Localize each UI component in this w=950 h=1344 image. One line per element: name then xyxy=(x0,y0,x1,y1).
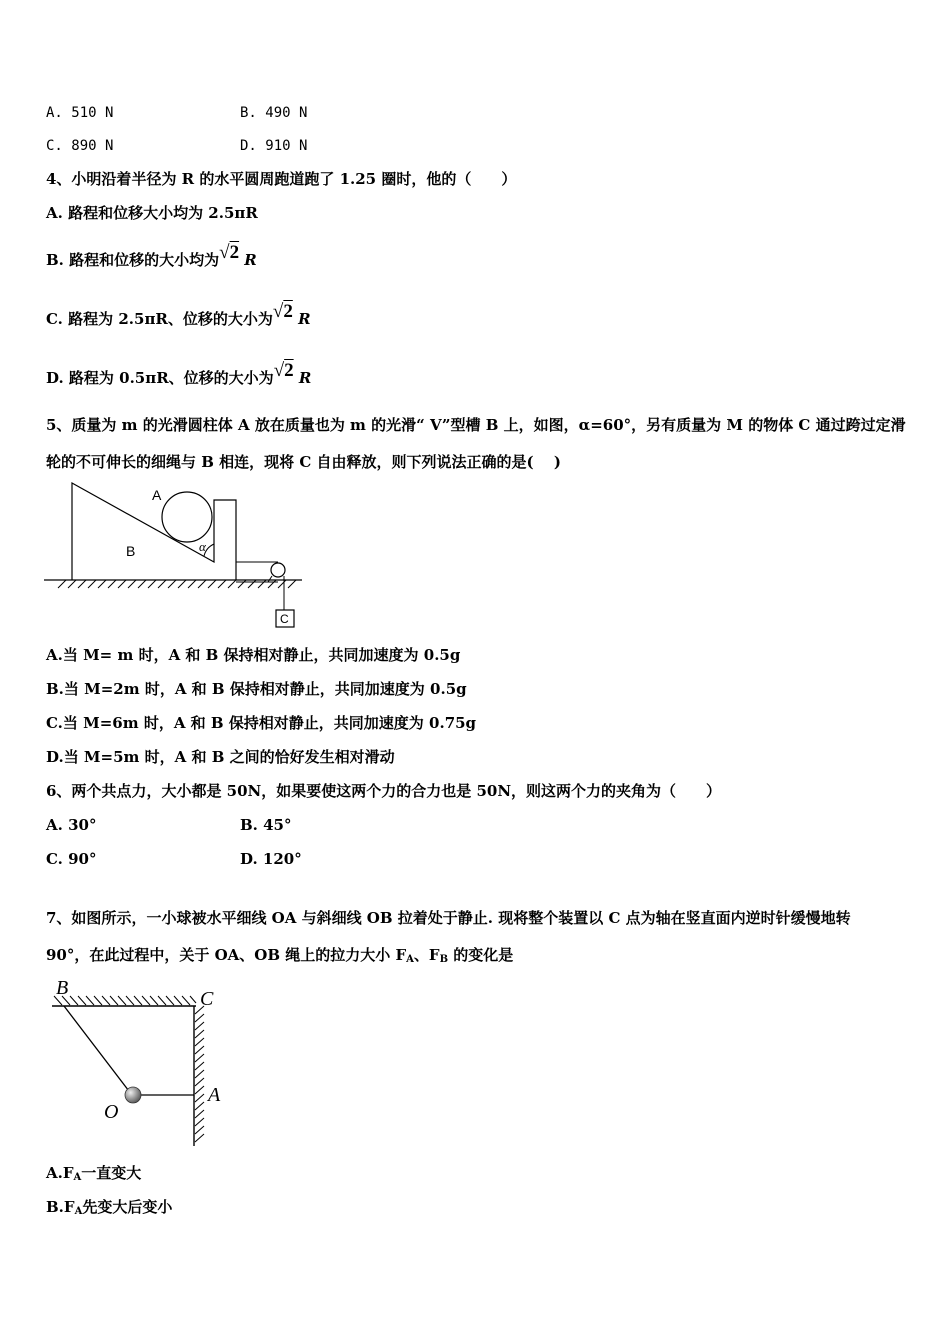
q5-option-c: C.当 M=6m 时，A 和 B 保持相对静止，共同加速度为 0.75g xyxy=(46,714,477,732)
q4-option-b-text: B. 路程和位移的大小均为 xyxy=(46,251,220,269)
string-ob xyxy=(64,1006,132,1095)
q5-stem-line2: 轮的不可伸长的细绳与 B 相连，现将 C 自由释放，则下列说法正确的是( ) xyxy=(46,453,561,471)
q6-option-d: D. 120° xyxy=(240,850,302,868)
ceiling-hatch xyxy=(54,996,196,1005)
radius-symbol: R xyxy=(244,251,257,269)
q6-stem: 6、两个共点力，大小都是 50N，如果要使这两个力的合力也是 50N，则这两个力的夹角为（ ） xyxy=(46,782,722,800)
sqrt-symbol: √2 xyxy=(272,301,293,322)
label-b: B xyxy=(56,977,69,999)
label-c: C xyxy=(280,612,289,626)
q6-option-b: B. 45° xyxy=(240,816,292,834)
ground-hatch xyxy=(58,580,296,588)
label-b: B xyxy=(126,543,136,559)
q3-option-c: C. 890 N xyxy=(46,138,114,154)
q4-option-d xyxy=(46,360,312,388)
label-a: A xyxy=(152,487,162,503)
label-a: A xyxy=(208,1084,221,1106)
pulley-mount xyxy=(268,576,272,582)
q3-option-a: A. 510 N xyxy=(46,105,114,121)
q4-option-d-text: D. 路程为 0.5πR、位移的大小为 xyxy=(46,369,274,387)
q4-stem: 4、小明沿着半径为 R 的水平圆周跑道跑了 1.25 圈时，他的（ ） xyxy=(46,170,517,188)
label-o: O xyxy=(104,1101,119,1123)
q7-stem-line2: 90°，在此过程中，关于 OA、OB 绳上的拉力大小 $F_A$、$F_B$ 的变化是 xyxy=(46,946,514,965)
sqrt-symbol: √2 xyxy=(273,360,294,381)
q4-option-c-text: C. 路程为 2.5πR、位移的大小为 xyxy=(46,310,273,328)
cylinder xyxy=(162,492,212,542)
q4-option-b xyxy=(46,242,257,270)
q3-option-b: B. 490 N xyxy=(240,105,308,121)
q4-option-c xyxy=(46,301,311,329)
q3-option-d: D. 910 N xyxy=(240,138,308,154)
q7-option-b: $B.F_A$先变大后变小 xyxy=(46,1198,173,1217)
q6-option-a: A. 30° xyxy=(46,816,97,834)
wall-hatch xyxy=(195,1006,204,1142)
q5-figure xyxy=(44,478,314,634)
q5-option-b: B.当 M=2m 时，A 和 B 保持相对静止，共同加速度为 0.5g xyxy=(46,680,467,698)
ball xyxy=(125,1087,141,1103)
radius-symbol: R xyxy=(298,310,311,328)
q4-option-a: A. 路程和位移大小均为 2.5πR xyxy=(46,204,258,222)
radius-symbol: R xyxy=(298,369,312,387)
q7-figure xyxy=(44,974,234,1152)
q5-stem-line1: 5、质量为 m 的光滑圆柱体 A 放在质量也为 m 的光滑“ V”型槽 B 上，如图，α=60°，另有质量为 M 的物体 C 通过跨过定滑 xyxy=(46,416,906,434)
q7-stem-line1: 7、如图所示，一小球被水平细线 OA 与斜细线 OB 拉着处于静止. 现将整个装置以 C 点为轴在竖直面内逆时针缓慢地转 xyxy=(46,909,851,927)
q5-option-a: A.当 M= m 时，A 和 B 保持相对静止，共同加速度为 0.5g xyxy=(46,646,461,664)
sqrt-symbol: √2 xyxy=(219,242,240,263)
label-alpha: α xyxy=(199,539,206,554)
pulley xyxy=(271,563,285,577)
q5-option-d: D.当 M=5m 时，A 和 B 之间的恰好发生相对滑动 xyxy=(46,748,395,766)
q6-option-c: C. 90° xyxy=(46,850,97,868)
label-c: C xyxy=(200,988,214,1010)
q7-option-a: $A.F_A$一直变大 xyxy=(46,1164,142,1183)
